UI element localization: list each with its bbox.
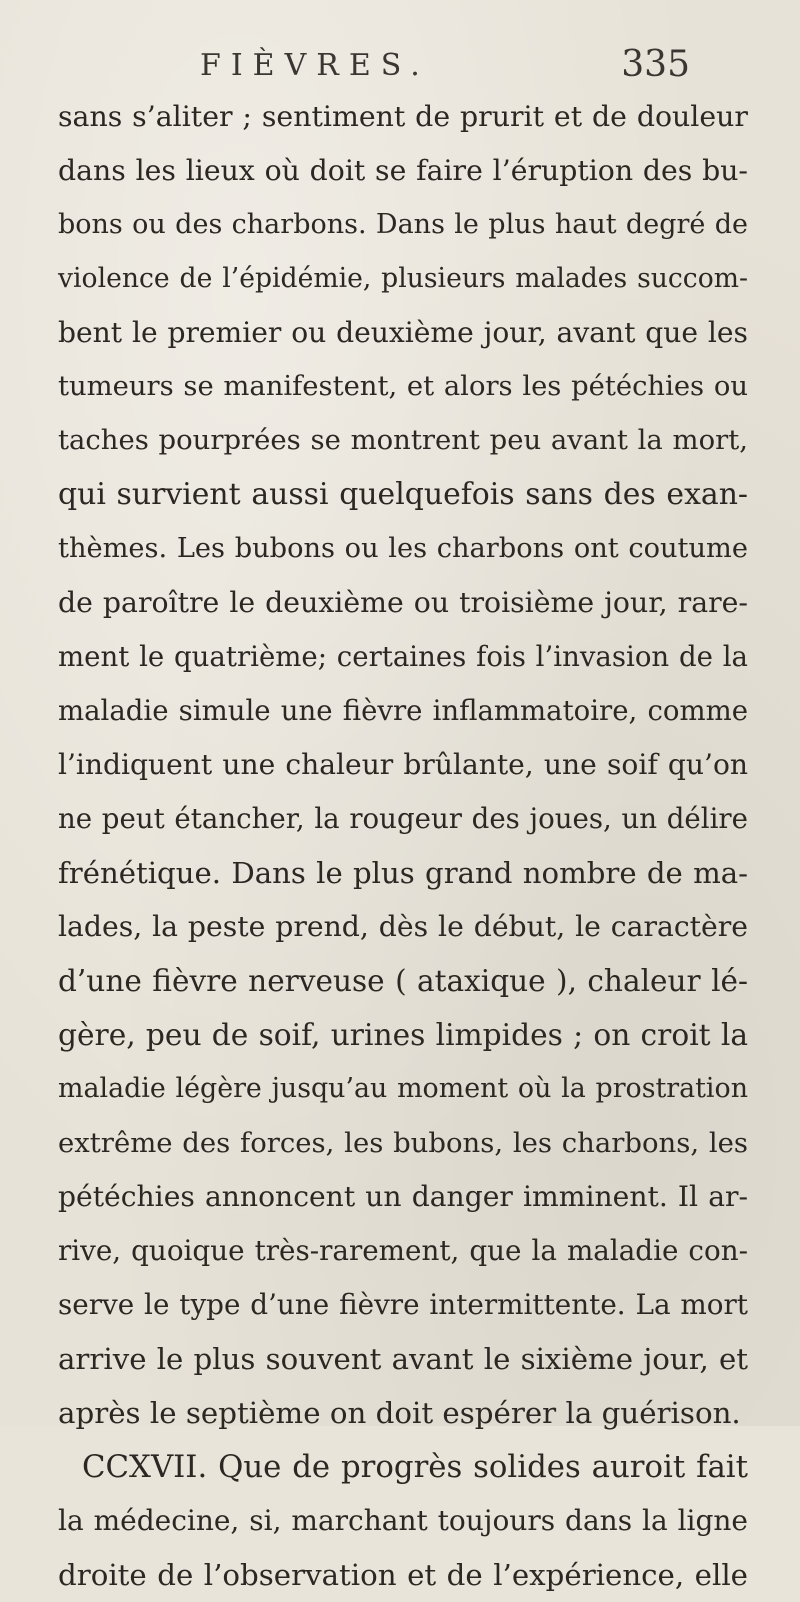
text-line: la médecine, si, marchant toujours dans la ligne: [58, 1504, 748, 1537]
section-heading-line: CCXVII. Que de progrès solides auroit fait: [82, 1449, 748, 1485]
text-line: gère, peu de soif, urines limpides ; on croit la: [58, 1017, 748, 1052]
text-line: arrive le plus souvent avant le sixième jour, et: [58, 1342, 748, 1376]
text-line: sans s’aliter ; sentiment de prurit et de douleur: [58, 100, 748, 133]
text-line: bons ou des charbons. Dans le plus haut degré de: [58, 209, 748, 240]
text-line: extrême des forces, les bubons, les charbons, les: [58, 1127, 748, 1159]
body-text: [58, 90, 748, 1602]
text-line: ne peut étancher, la rougeur des joues, un délire: [58, 802, 748, 835]
text-line: bent le premier ou deuxième jour, avant que les: [58, 316, 748, 349]
text-line: pétéchies annoncent un danger imminent. Il ar-: [58, 1180, 748, 1213]
page-number: 335: [621, 44, 690, 85]
text-line: frénétique. Dans le plus grand nombre de ma-: [58, 856, 748, 890]
text-line: maladie légère jusqu’au moment où la prostration: [58, 1073, 748, 1104]
text-line: qui survient aussi quelquefois sans des exan-: [58, 477, 748, 512]
text-line: après le septième on doit espérer la guérison.: [58, 1396, 741, 1430]
text-line: tumeurs se manifestent, et alors les pétéchies ou: [58, 371, 748, 402]
text-line: violence de l’épidémie, plusieurs malades succom-: [58, 263, 748, 294]
running-head: [180, 40, 690, 90]
text-line: serve le type d’une fièvre intermittente. La mort: [58, 1288, 748, 1321]
text-line: l’indiquent une chaleur brûlante, une soif qu’on: [58, 748, 748, 781]
text-line: taches pourprées se montrent peu avant la mort,: [58, 425, 748, 456]
text-line: lades, la peste prend, dès le début, le caractère: [58, 910, 748, 943]
text-line: dans les lieux où doit se faire l’éruption des bu-: [58, 154, 748, 187]
text-line: rive, quoique très-rarement, que la maladie con-: [58, 1234, 748, 1267]
text-line: thèmes. Les bubons ou les charbons ont coutume: [58, 533, 748, 564]
running-title: FIÈVRES.: [200, 48, 430, 83]
text-line: ment le quatrième; certaines fois l’invasion de la: [58, 640, 748, 673]
text-line: d’une fièvre nerveuse ( ataxique ), chaleur lé-: [58, 964, 748, 998]
text-line: maladie simule une fièvre inflammatoire, comme: [58, 695, 748, 727]
text-line: droite de l’observation et de l’expérience, elle: [58, 1558, 748, 1592]
text-line: de paroître le deuxième ou troisième jour, rare-: [58, 586, 748, 619]
